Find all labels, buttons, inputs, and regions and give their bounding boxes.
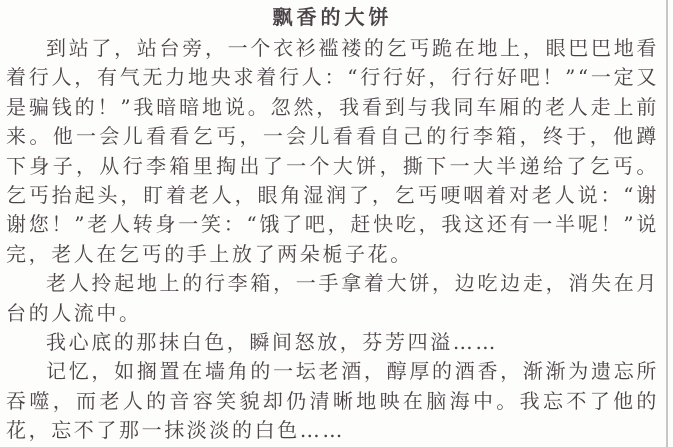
- story-paragraph-3: 我心底的那抹白色，瞬间怒放，芬芳四溢……: [46, 330, 498, 355]
- story-paragraph-2: 老人拎起地上的行李箱，一手拿着大饼，边吃边走，消失在月台的人流中。: [6, 271, 659, 325]
- page-edge-line: [666, 0, 668, 447]
- story-paragraph-4: 记忆，如搁置在墙角的一坛老酒，醇厚的酒香，渐渐为遗忘所吞噬，而老人的音容笑貌却仍清晰地映在脑海中。我忘不了他的花，忘不了那一抹淡淡的白色……: [6, 359, 659, 443]
- story-paragraph-1: 到站了，站台旁，一个衣衫褴褛的乞丐跪在地上，眼巴巴地看着行人，有气无力地央求着行人：“行行好，行行好吧！”“一定又是骗钱的！”我暗暗地说。忽然，我看到与我同车厢的老人走上前来。他一会儿看看乞丐，一会儿看看自己的行李箱，终于，他蹲下身子，从行李箱里掏出了一个大饼，撕下一大半递给了乞丐。乞丐抬起头，盯着老人，眼角湿润了，乞丐哽咽着对老人说：“谢谢您！”老人转身一笑：“饿了吧，赶快吃，我这还有一半呢！”说完，老人在乞丐的手上放了两朵栀子花。: [6, 36, 659, 266]
- story-body: [6, 34, 659, 446]
- story-title: 飘香的大饼: [272, 5, 393, 29]
